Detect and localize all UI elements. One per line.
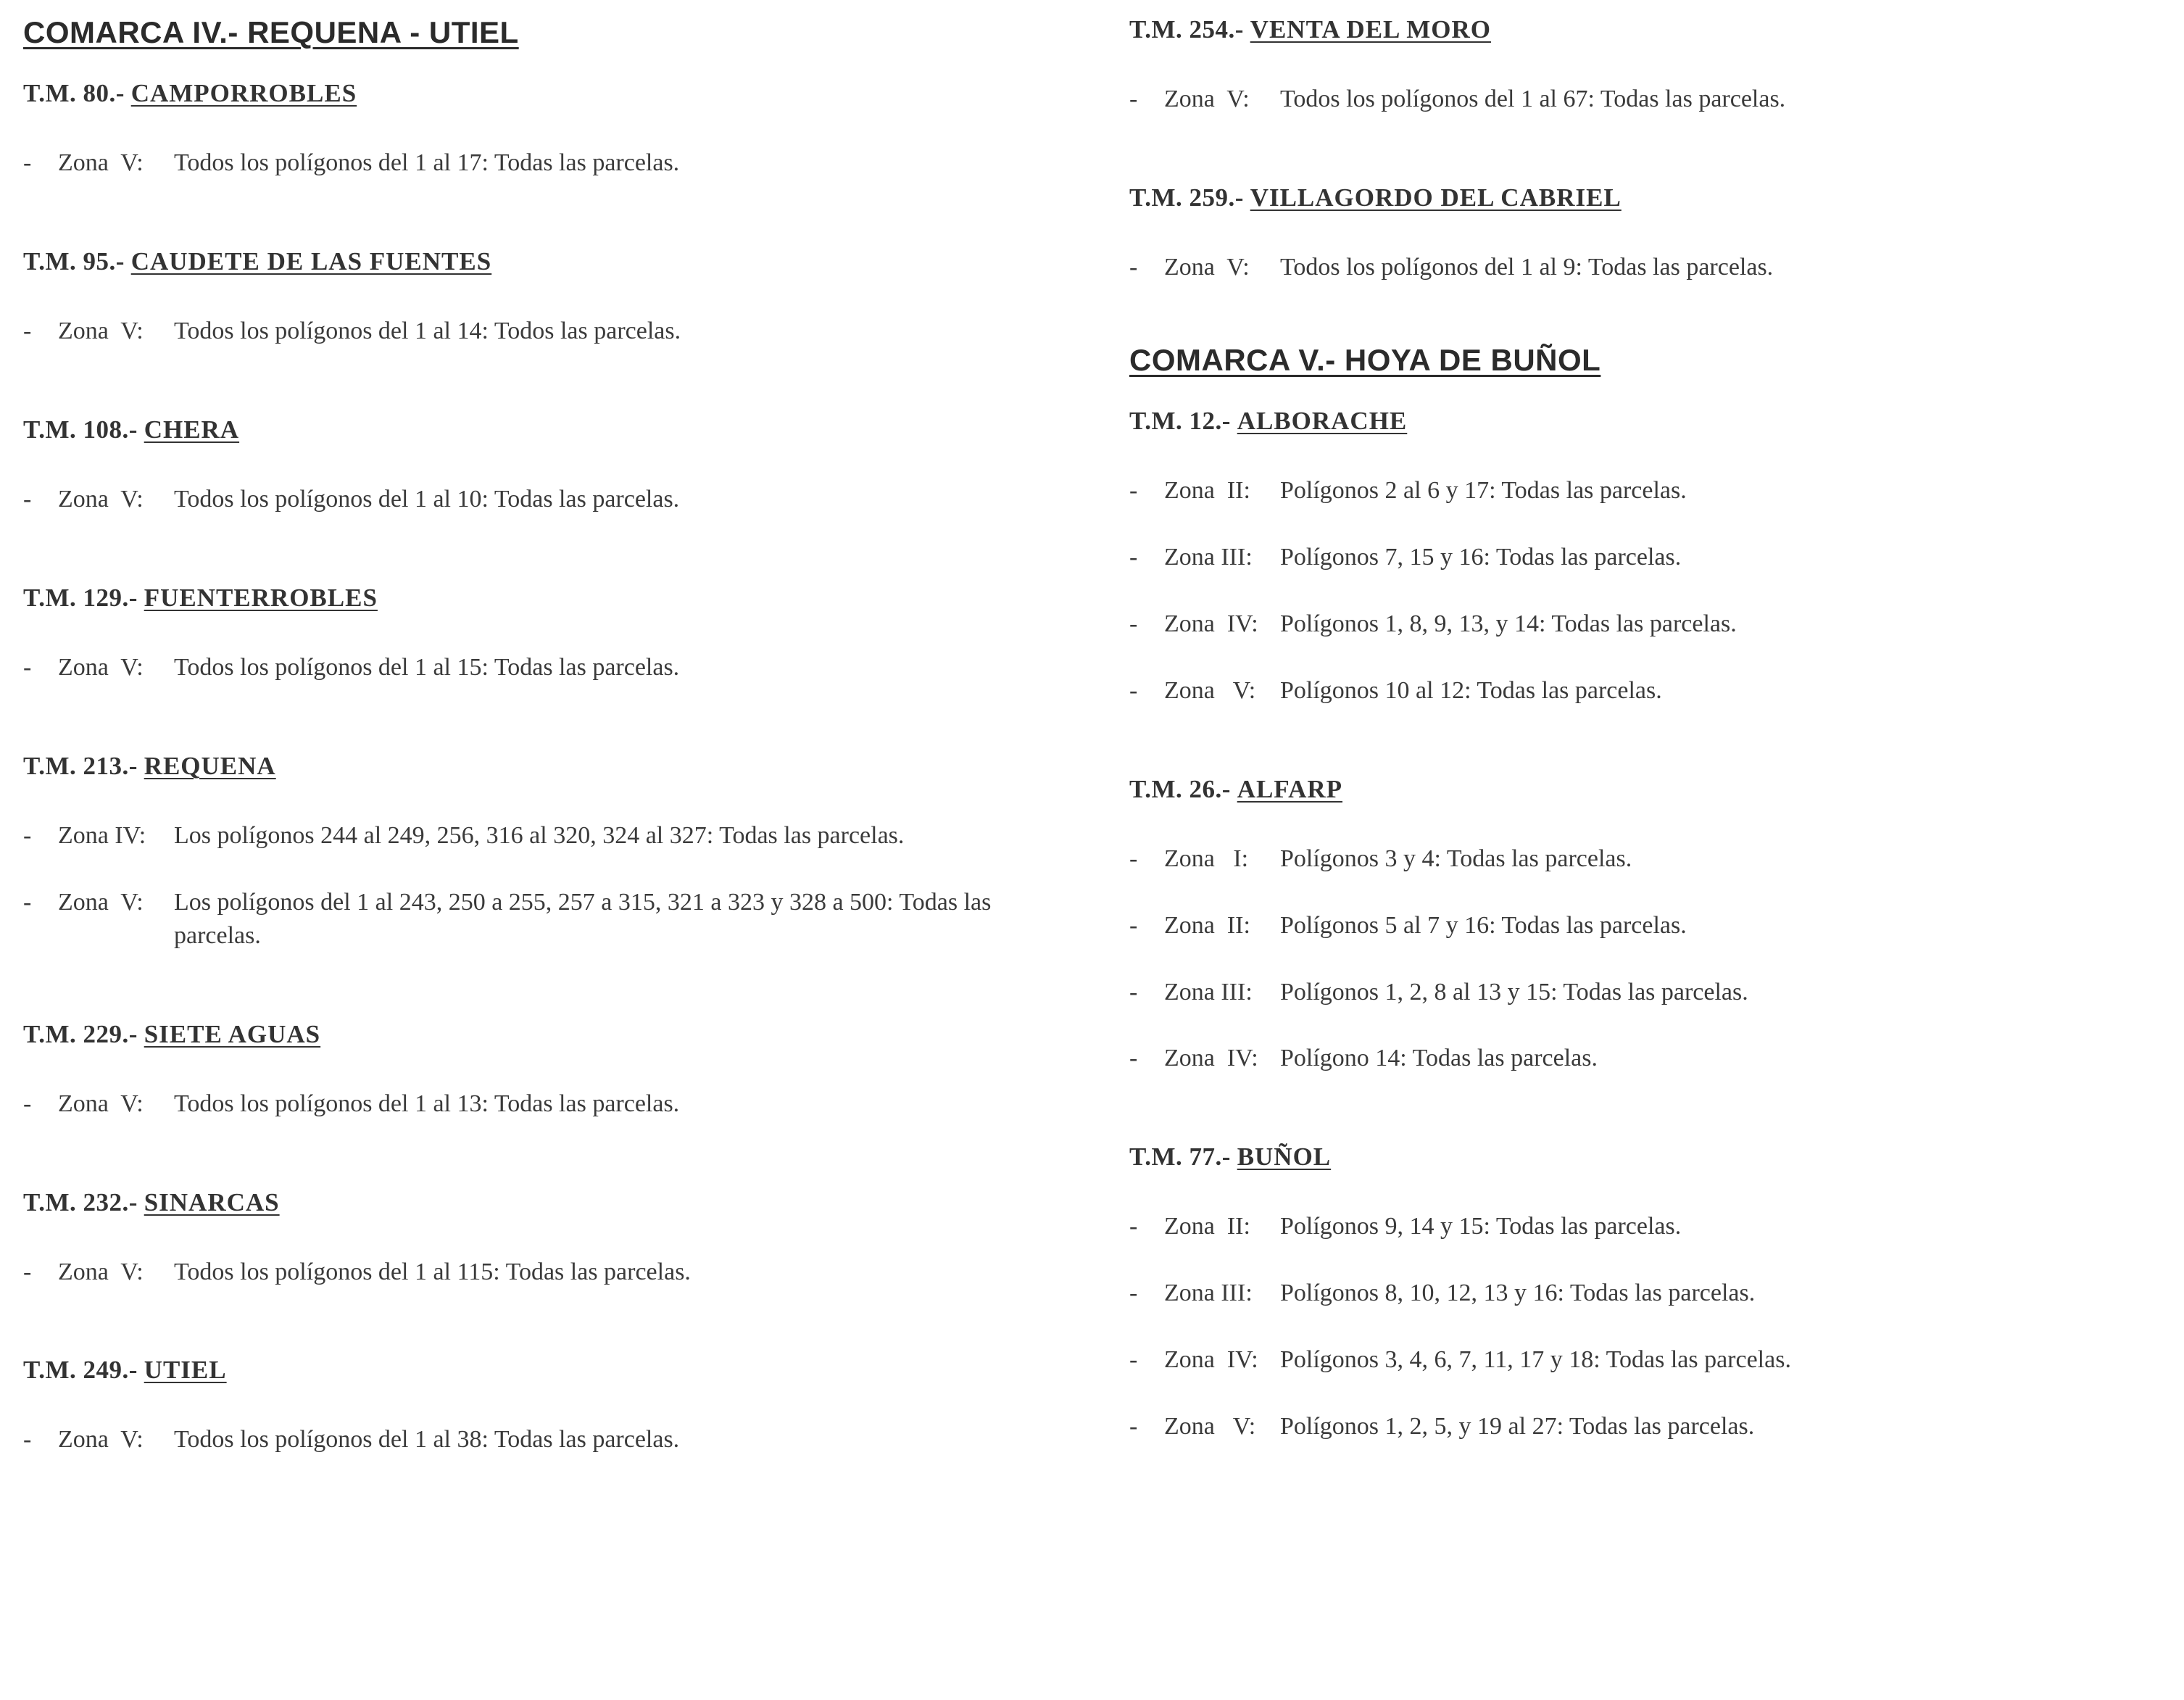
- bullet-dash: -: [1129, 978, 1138, 1006]
- municipality-name: VENTA DEL MORO: [1250, 15, 1491, 43]
- zone-text: Polígonos 7, 15 y 16: Todas las parcelas.: [1280, 544, 1682, 571]
- zone-line: [1129, 1210, 2144, 1243]
- zone-line: [23, 1423, 1067, 1456]
- zone-text: Todos los polígonos del 1 al 115: Todas las parcelas.: [174, 1258, 691, 1285]
- zone-label: Zona V:: [58, 1090, 144, 1117]
- zone-label: Zona II:: [1164, 477, 1250, 505]
- municipality-code: T.M. 12.-: [1129, 407, 1231, 436]
- municipality-code: T.M. 108.-: [23, 415, 138, 444]
- zone-line: [23, 819, 1067, 853]
- municipality-code: T.M. 232.-: [23, 1187, 138, 1216]
- municipality-entry: [23, 1187, 1067, 1289]
- municipality-heading: [1129, 183, 2144, 213]
- zone-label: Zona IV:: [1164, 1045, 1258, 1072]
- zone-label: Zona V:: [1164, 1412, 1256, 1440]
- municipality-entry: [23, 1019, 1067, 1121]
- zone-label: Zona III:: [1164, 1280, 1253, 1307]
- bullet-dash: -: [1129, 1280, 1138, 1307]
- municipality-name: UTIEL: [144, 1356, 227, 1385]
- bullet-dash: -: [1129, 610, 1138, 637]
- municipality-name: CAMPORROBLES: [130, 79, 357, 108]
- municipality-name: BUÑOL: [1237, 1143, 1332, 1172]
- municipality-entry: [1129, 774, 2144, 1076]
- municipality-name: ALFARP: [1237, 774, 1343, 803]
- zone-line: [1129, 1042, 2144, 1075]
- zone-line: [1129, 541, 2144, 574]
- bullet-dash: -: [1129, 1412, 1138, 1440]
- municipality-name: ALBORACHE: [1237, 407, 1408, 436]
- municipality-entry: [23, 246, 1067, 348]
- municipality-code: T.M. 129.-: [23, 584, 138, 613]
- bullet-dash: -: [1129, 676, 1138, 704]
- municipality-code: T.M. 254.-: [1129, 15, 1244, 43]
- bullet-dash: -: [1129, 86, 1138, 112]
- zone-text: Polígonos 1, 2, 8 al 13 y 15: Todas las parcelas.: [1280, 978, 1748, 1006]
- municipality-code: T.M. 259.-: [1129, 183, 1244, 212]
- municipality-heading: [23, 415, 1067, 445]
- municipality-heading: [23, 1187, 1067, 1218]
- bullet-dash: -: [23, 1258, 32, 1285]
- zone-line: [1129, 474, 2144, 507]
- municipality-heading: [23, 78, 1067, 109]
- municipality-name: CAUDETE DE LAS FUENTES: [130, 247, 492, 276]
- bullet-dash: -: [1129, 1045, 1138, 1072]
- zone-label: Zona IV:: [1164, 610, 1258, 637]
- zone-label: Zona V:: [58, 654, 144, 681]
- zone-text: Polígonos 3 y 4: Todas las parcelas.: [1280, 845, 1632, 872]
- municipality-entry: [23, 415, 1067, 516]
- municipality-heading: [23, 751, 1067, 781]
- bullet-dash: -: [23, 1426, 32, 1454]
- municipality-heading: [1129, 406, 2144, 436]
- zone-label: Zona IV:: [58, 821, 146, 849]
- zone-line: [1129, 83, 2144, 116]
- zone-text: Polígonos 2 al 6 y 17: Todas las parcelas.: [1280, 477, 1687, 505]
- municipality-entry: [23, 1355, 1067, 1456]
- comarca-title: COMARCA IV.- REQUENA - UTIEL: [23, 15, 519, 49]
- municipality-name: REQUENA: [144, 751, 276, 780]
- zone-text: Todos los polígonos del 1 al 13: Todas las parcelas.: [174, 1090, 680, 1117]
- bullet-dash: -: [1129, 253, 1138, 281]
- zone-line: [23, 1256, 1067, 1289]
- bullet-dash: -: [23, 149, 32, 177]
- zone-text: Todos los polígonos del 1 al 14: Todos las parcelas.: [174, 318, 681, 345]
- bullet-dash: -: [23, 1090, 32, 1117]
- bullet-dash: -: [23, 821, 32, 849]
- zone-label: Zona V:: [1164, 253, 1250, 281]
- zone-text: Todos los polígonos del 1 al 10: Todas las parcelas.: [174, 486, 680, 513]
- zone-line: [1129, 1343, 2144, 1377]
- municipality-entry: [1129, 1142, 2144, 1443]
- zone-text: Polígono 14: Todas las parcelas.: [1280, 1045, 1598, 1072]
- municipality-entry: [23, 751, 1067, 953]
- municipality-code: T.M. 80.-: [23, 79, 125, 108]
- zone-line: [1129, 1277, 2144, 1310]
- zone-line: [1129, 674, 2144, 708]
- zone-label: Zona V:: [58, 1426, 144, 1454]
- municipality-entry: [23, 583, 1067, 684]
- zone-line: [23, 651, 1067, 684]
- municipality-entry: [23, 78, 1067, 180]
- municipality-name: CHERA: [144, 415, 240, 444]
- municipality-code: T.M. 249.-: [23, 1356, 138, 1385]
- comarca-title: COMARCA V.- HOYA DE BUÑOL: [1129, 342, 1601, 377]
- bullet-dash: -: [1129, 477, 1138, 505]
- zone-label: Zona III:: [1164, 978, 1253, 1006]
- zone-text: Todos los polígonos del 1 al 9: Todas las parcelas.: [1280, 253, 1774, 281]
- bullet-dash: -: [1129, 845, 1138, 872]
- zone-text: Todos los polígonos del 1 al 17: Todas las parcelas.: [174, 149, 680, 177]
- zone-line: [1129, 976, 2144, 1009]
- zone-label: Zona V:: [1164, 86, 1250, 112]
- municipality-heading: [23, 583, 1067, 613]
- municipality-name: SIETE AGUAS: [144, 1019, 321, 1048]
- zone-text: Polígonos 10 al 12: Todas las parcelas.: [1280, 676, 1662, 704]
- zone-label: Zona V:: [58, 888, 144, 916]
- zone-line: [1129, 842, 2144, 876]
- bullet-dash: -: [1129, 1346, 1138, 1374]
- zone-line: [1129, 909, 2144, 942]
- bullet-dash: -: [23, 486, 32, 513]
- zone-text: Todos los polígonos del 1 al 38: Todas las parcelas.: [174, 1426, 680, 1454]
- municipality-code: T.M. 95.-: [23, 247, 125, 276]
- zone-line: [1129, 251, 2144, 284]
- municipality-code: T.M. 229.-: [23, 1019, 138, 1048]
- municipality-name: FUENTERROBLES: [144, 584, 378, 613]
- municipality-code: T.M. 213.-: [23, 751, 138, 780]
- municipality-heading: [23, 246, 1067, 277]
- zone-line: [23, 1087, 1067, 1121]
- bullet-dash: -: [1129, 911, 1138, 939]
- zone-label: Zona V:: [1164, 676, 1256, 704]
- zone-text: Polígonos 1, 8, 9, 13, y 14: Todas las parcelas.: [1280, 610, 1737, 637]
- zone-label: Zona V:: [58, 1258, 144, 1285]
- zone-label: Zona V:: [58, 486, 144, 513]
- zone-text: Polígonos 5 al 7 y 16: Todas las parcelas.: [1280, 911, 1687, 939]
- zone-line: [23, 315, 1067, 348]
- municipality-heading: [1129, 774, 2144, 805]
- zone-text: Todos los polígonos del 1 al 15: Todas las parcelas.: [174, 654, 680, 681]
- bullet-dash: -: [1129, 1213, 1138, 1240]
- zone-text: Polígonos 3, 4, 6, 7, 11, 17 y 18: Todas las parcelas.: [1280, 1346, 1791, 1374]
- municipality-heading: [23, 1355, 1067, 1385]
- zone-label: Zona III:: [1164, 544, 1253, 571]
- zone-text: Todos los polígonos del 1 al 67: Todas las parcelas.: [1280, 86, 1786, 112]
- zone-label: Zona V:: [58, 149, 144, 177]
- municipality-entry: [1129, 183, 2144, 284]
- municipality-code: T.M. 26.-: [1129, 774, 1231, 803]
- zone-label: Zona II:: [1164, 911, 1250, 939]
- zone-text: Polígonos 8, 10, 12, 13 y 16: Todas las parcelas.: [1280, 1280, 1756, 1307]
- municipality-name: VILLAGORDO DEL CABRIEL: [1250, 183, 1622, 212]
- municipality-entry: [1129, 14, 2144, 116]
- municipality-heading: [1129, 14, 2144, 45]
- municipality-heading: [23, 1019, 1067, 1050]
- zone-line: [23, 886, 1067, 953]
- zone-line: [23, 483, 1067, 516]
- zone-text: Los polígonos 244 al 249, 256, 316 al 320, 324 al 327: Todas las parcelas.: [174, 821, 905, 849]
- bullet-dash: -: [23, 654, 32, 681]
- municipality-heading: [1129, 1142, 2144, 1172]
- zone-label: Zona I:: [1164, 845, 1249, 872]
- zone-line: [1129, 608, 2144, 641]
- municipality-name: SINARCAS: [144, 1187, 280, 1216]
- left-column: [23, 14, 1067, 1490]
- bullet-dash: -: [1129, 544, 1138, 571]
- right-column: [1129, 14, 2144, 1477]
- bullet-dash: -: [23, 888, 32, 916]
- zone-text: Polígonos 1, 2, 5, y 19 al 27: Todas las parcelas.: [1280, 1412, 1755, 1440]
- zone-text: Los polígonos del 1 al 243, 250 a 255, 257 a 315, 321 a 323 y 328 a 500: Todas las parcelas.: [174, 888, 992, 949]
- zone-label: Zona V:: [58, 318, 144, 345]
- municipality-entry: [1129, 406, 2144, 708]
- municipality-code: T.M. 77.-: [1129, 1143, 1231, 1172]
- zone-line: [1129, 1410, 2144, 1443]
- zone-label: Zona IV:: [1164, 1346, 1258, 1374]
- bullet-dash: -: [23, 318, 32, 345]
- zone-label: Zona II:: [1164, 1213, 1250, 1240]
- zone-line: [23, 146, 1067, 180]
- zone-text: Polígonos 9, 14 y 15: Todas las parcelas.: [1280, 1213, 1682, 1240]
